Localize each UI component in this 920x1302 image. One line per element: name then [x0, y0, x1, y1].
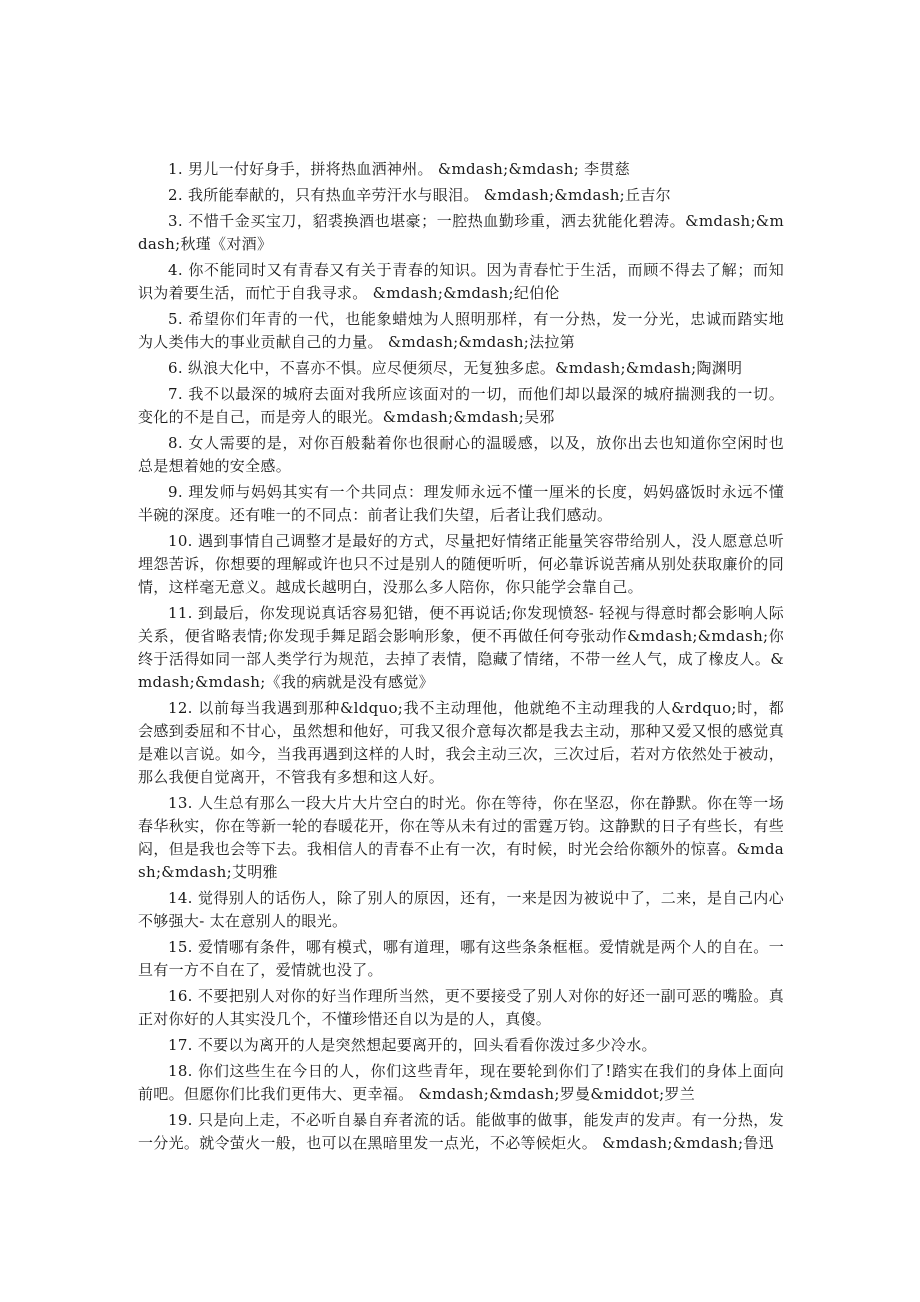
paragraph-12: 12. 以前每当我遇到那种&ldquo;我不主动理他，他就绝不主动理我的人&rdquo;时，都会感到委屈和不甘心，虽然想和他好，可我又很介意每次都是我去主动，那种又爱又恨的感觉真是难以言说。如今，当我再遇到这样的人时，我会主动三次，三次过后，若对方依然处于被动，那么我便自觉离开，不管我有多想和这人好。: [138, 699, 784, 786]
paragraph-13: 13. 人生总有那么一段大片大片空白的时光。你在等待，你在坚忍，你在静默。你在等一场春华秋实，你在等新一轮的春暖花开，你在等从未有过的雷霆万钧。这静默的日子有些长，有些闷，但是我也会等下去。我相信人的青春不止有一次，有时候，时光会给你额外的惊喜。&mdash;&mdash;艾明雅: [138, 794, 784, 881]
paragraph-5: 5. 希望你们年青的一代，也能象蜡烛为人照明那样，有一分热，发一分光，忠诚而踏实地为人类伟大的事业贡献自己的力量。 &mdash;&mdash;法拉第: [138, 310, 784, 351]
paragraph-4: 4. 你不能同时又有青春又有关于青春的知识。因为青春忙于生活，而顾不得去了解；而知识为着要生活，而忙于自我寻求。 &mdash;&mdash;纪伯伦: [138, 261, 784, 302]
paragraph-7: 7. 我不以最深的城府去面对我所应该面对的一切，而他们却以最深的城府揣测我的一切。变化的不是自己，而是旁人的眼光。&mdash;&mdash;吴邪: [138, 385, 784, 426]
paragraph-10: 10. 遇到事情自己调整才是最好的方式，尽量把好情绪正能量笑容带给别人，没人愿意总听埋怨苦诉，你想要的理解或许也只不过是别人的随便听听，何必靠诉说苦痛从别处获取廉价的同情，这样毫无意义。越成长越明白，没那么多人陪你，你只能学会靠自己。: [138, 532, 784, 596]
paragraph-2: 2. 我所能奉献的，只有热血辛劳汗水与眼泪。 &mdash;&mdash;丘吉尔: [168, 186, 671, 204]
paragraph-11: 11. 到最后，你发现说真话容易犯错，便不再说话;你发现愤怒- 轻视与得意时都会影响人际关系，便省略表情;你发现手舞足蹈会影响形象，便不再做任何夸张动作&mdash;&mdash;你终于活得如同一部人类学行为规范，去掉了表情，隐藏了情绪，不带一丝人气，成了橡皮人。&mdash;&mdash;《我的病就是没有感觉》: [138, 604, 784, 691]
paragraph-18: 18. 你们这些生在今日的人，你们这些青年，现在要轮到你们了!踏实在我们的身体上面向前吧。但愿你们比我们更伟大、更幸福。 &mdash;&mdash;罗曼&middot;罗兰: [138, 1062, 784, 1103]
document-body: [138, 158, 784, 1155]
paragraph-8: 8. 女人需要的是，对你百般黏着你也很耐心的温暖感，以及，放你出去也知道你空闲时也总是想着她的安全感。: [138, 434, 784, 475]
paragraph-16: 16. 不要把别人对你的好当作理所当然，更不要接受了别人对你的好还一副可恶的嘴脸。真正对你好的人其实没几个，不懂珍惜还自以为是的人，真傻。: [138, 987, 784, 1028]
paragraph-19: 19. 只是向上走，不必听自暴自弃者流的话。能做事的做事，能发声的发声。有一分热，发一分光。就令萤火一般，也可以在黑暗里发一点光，不必等候炬火。 &mdash;&mdash;鲁迅: [138, 1111, 784, 1152]
paragraph-14: 14. 觉得别人的话伤人，除了别人的原因，还有，一来是因为被说中了，二来，是自己内心不够强大- 太在意别人的眼光。: [138, 889, 784, 930]
paragraph-17: 17. 不要以为离开的人是突然想起要离开的，回头看看你泼过多少冷水。: [168, 1036, 657, 1054]
paragraph-1: 1. 男儿一付好身手，拼将热血洒神州。 &mdash;&mdash; 李贯慈: [168, 160, 631, 178]
paragraph-9: 9. 理发师与妈妈其实有一个共同点：理发师永远不懂一厘米的长度，妈妈盛饭时永远不懂半碗的深度。还有唯一的不同点：前者让我们失望，后者让我们感动。: [138, 483, 784, 524]
paragraph-15: 15. 爱情哪有条件，哪有模式，哪有道理，哪有这些条条框框。爱情就是两个人的自在。一旦有一方不自在了，爱情就也没了。: [138, 938, 784, 979]
paragraph-6: 6. 纵浪大化中，不喜亦不惧。应尽便须尽，无复独多虑。&mdash;&mdash;陶渊明: [168, 359, 743, 377]
paragraph-3: 3. 不惜千金买宝刀，貂裘换酒也堪豪；一腔热血勤珍重，洒去犹能化碧涛。&mdash;&mdash;秋瑾《对酒》: [138, 212, 784, 253]
